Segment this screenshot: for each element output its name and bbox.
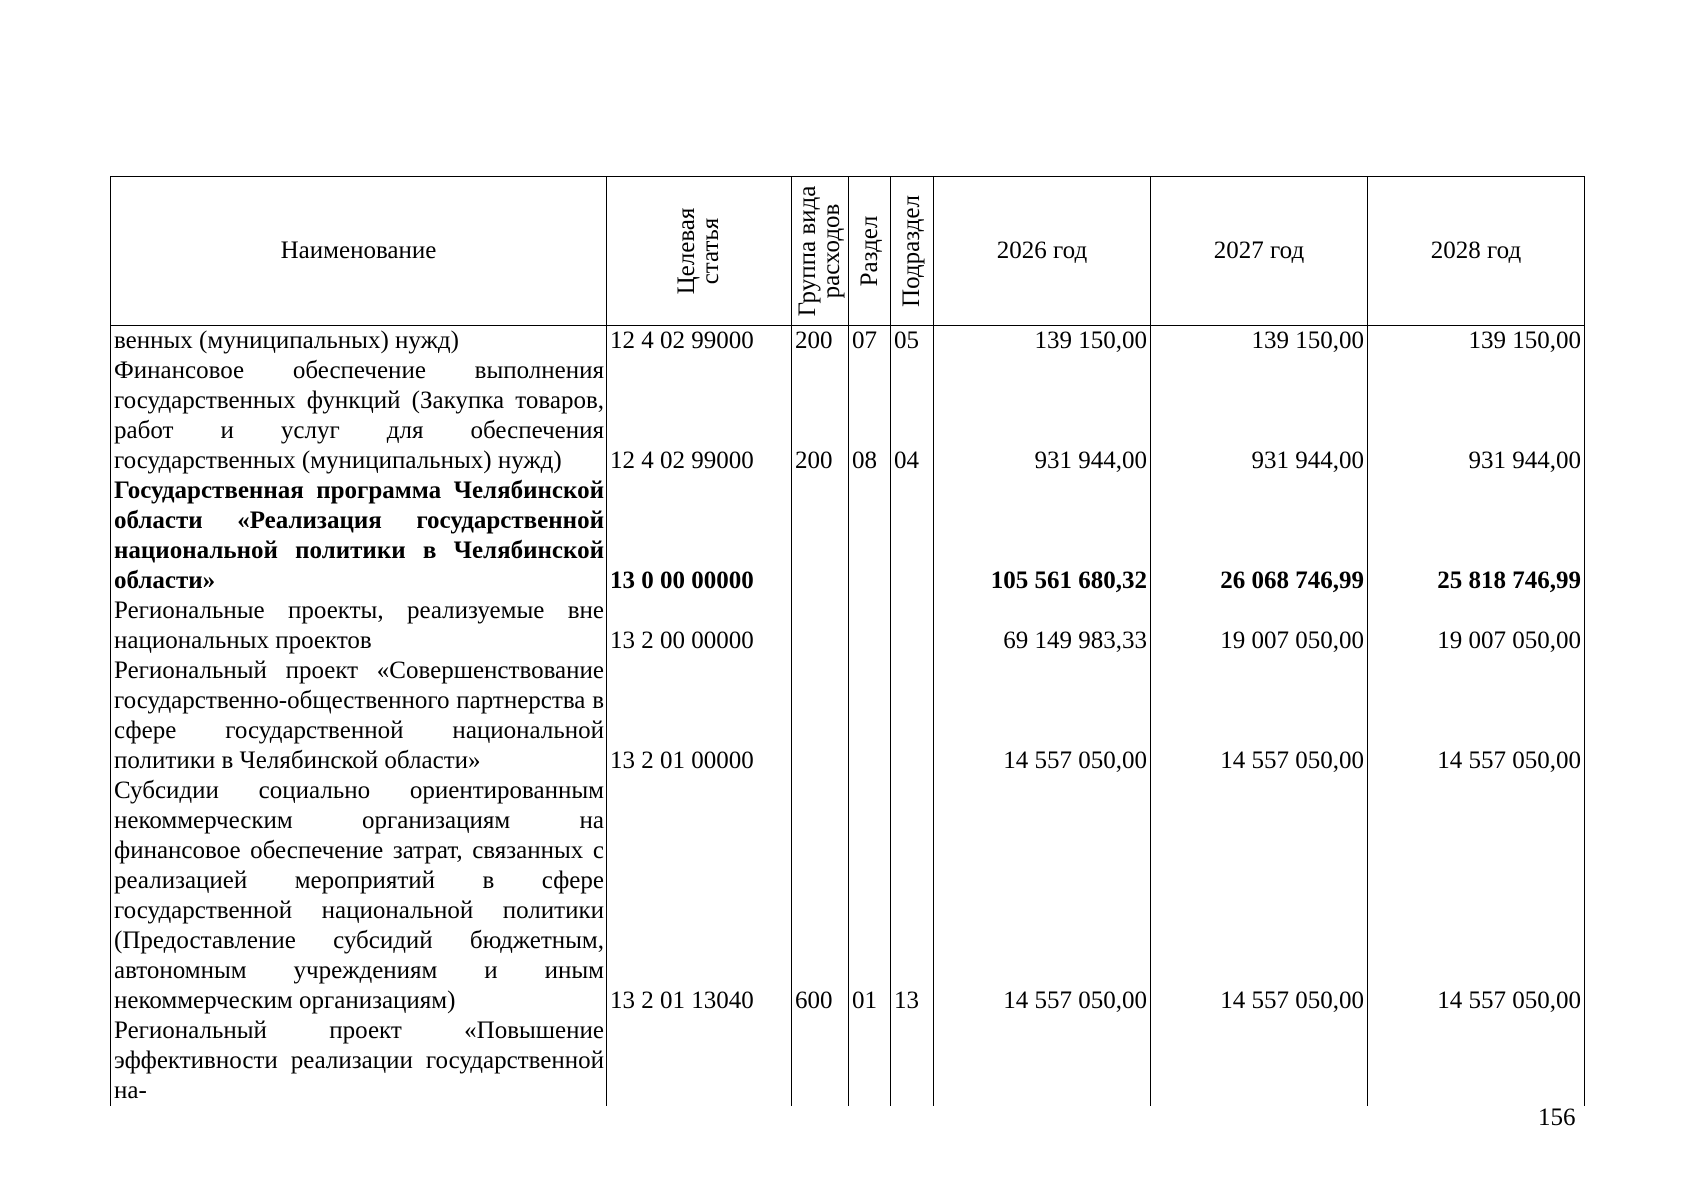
row-subsection — [891, 1016, 934, 1106]
header-expense-group-line-2: расходов — [818, 203, 845, 299]
row-target-article: 13 2 01 00000 — [607, 656, 792, 776]
row-section: 01 — [849, 776, 891, 1016]
table-row — [111, 776, 1585, 1016]
row-amount-2028: 931 944,00 — [1368, 356, 1585, 476]
header-target-article — [607, 177, 792, 326]
row-amount-2027: 26 068 746,99 — [1151, 476, 1368, 596]
row-amount-2027: 14 557 050,00 — [1151, 656, 1368, 776]
header-section — [849, 177, 891, 326]
row-section: 07 — [849, 326, 891, 357]
row-amount-2028: 19 007 050,00 — [1368, 596, 1585, 656]
row-target-article — [607, 1016, 792, 1106]
header-year-2026: 2026 год — [934, 177, 1151, 326]
row-subsection — [891, 476, 934, 596]
row-amount-2026: 139 150,00 — [934, 326, 1151, 357]
header-year-2027: 2027 год — [1151, 177, 1368, 326]
table-row — [111, 326, 1585, 357]
row-expense-group: 200 — [792, 326, 849, 357]
row-amount-2026: 14 557 050,00 — [934, 776, 1151, 1016]
row-name: Субсидии социально ориентированным некоммерческим организациям на финансовое обеспечение затрат, связанных с реализацией мероприятий в сфере государственной национальной политики (Предоставление субсидий бюджетным, автономным учреждениям и иным некоммерческим организациям) — [111, 776, 607, 1016]
table-row — [111, 656, 1585, 776]
row-section — [849, 476, 891, 596]
row-subsection: 13 — [891, 776, 934, 1016]
table-row — [111, 1016, 1585, 1106]
header-target-article-line-1: Целевая — [673, 207, 700, 295]
row-section: 08 — [849, 356, 891, 476]
row-amount-2026: 105 561 680,32 — [934, 476, 1151, 596]
header-year-2028: 2028 год — [1368, 177, 1585, 326]
table-header-row — [111, 177, 1585, 326]
row-name: венных (муниципальных) нужд) — [111, 326, 607, 357]
row-section — [849, 1016, 891, 1106]
page-number: 156 — [1538, 1104, 1576, 1131]
header-name: Наименование — [111, 177, 607, 326]
row-amount-2026: 69 149 983,33 — [934, 596, 1151, 656]
row-amount-2027: 19 007 050,00 — [1151, 596, 1368, 656]
header-target-article-line-2: статья — [697, 217, 724, 285]
row-amount-2026 — [934, 1016, 1151, 1106]
row-amount-2027 — [1151, 1016, 1368, 1106]
row-subsection — [891, 596, 934, 656]
row-name: Региональный проект «Совершенствование государственно-общественного партнерства в сфере государственной национальной политики в Челябинской области» — [111, 656, 607, 776]
row-subsection: 05 — [891, 326, 934, 357]
table-row — [111, 356, 1585, 476]
row-name: Региональный проект «Повышение эффективности реализации государственной на- — [111, 1016, 607, 1106]
row-target-article: 13 2 00 00000 — [607, 596, 792, 656]
header-subsection — [891, 177, 934, 326]
row-expense-group: 200 — [792, 356, 849, 476]
table-row — [111, 596, 1585, 656]
row-expense-group: 600 — [792, 776, 849, 1016]
budget-table — [110, 176, 1585, 1106]
row-amount-2028: 25 818 746,99 — [1368, 476, 1585, 596]
row-amount-2028: 139 150,00 — [1368, 326, 1585, 357]
row-expense-group — [792, 1016, 849, 1106]
row-amount-2026: 931 944,00 — [934, 356, 1151, 476]
row-name: Региональные проекты, реализуемые вне национальных проектов — [111, 596, 607, 656]
row-name: Финансовое обеспечение выполнения государственных функций (Закупка товаров, работ и услуг для обеспечения государственных (муниципальных) нужд) — [111, 356, 607, 476]
row-name: Государственная программа Челябинской области «Реализация государственной национальной политики в Челябинской области» — [111, 476, 607, 596]
row-target-article: 13 2 01 13040 — [607, 776, 792, 1016]
row-subsection: 04 — [891, 356, 934, 476]
header-expense-group-line-1: Группа вида — [794, 185, 821, 317]
row-amount-2026: 14 557 050,00 — [934, 656, 1151, 776]
row-section — [849, 596, 891, 656]
row-target-article: 12 4 02 99000 — [607, 326, 792, 357]
row-target-article: 12 4 02 99000 — [607, 356, 792, 476]
row-target-article: 13 0 00 00000 — [607, 476, 792, 596]
row-subsection — [891, 656, 934, 776]
table-row — [111, 476, 1585, 596]
row-amount-2027: 931 944,00 — [1151, 356, 1368, 476]
header-section-label: Раздел — [855, 215, 883, 287]
header-subsection-label: Подраздел — [898, 195, 925, 307]
row-amount-2028: 14 557 050,00 — [1368, 656, 1585, 776]
row-expense-group — [792, 476, 849, 596]
row-amount-2027: 14 557 050,00 — [1151, 776, 1368, 1016]
row-expense-group — [792, 656, 849, 776]
row-amount-2027: 139 150,00 — [1151, 326, 1368, 357]
row-amount-2028 — [1368, 1016, 1585, 1106]
row-section — [849, 656, 891, 776]
header-expense-group — [792, 177, 849, 326]
row-amount-2028: 14 557 050,00 — [1368, 776, 1585, 1016]
row-expense-group — [792, 596, 849, 656]
